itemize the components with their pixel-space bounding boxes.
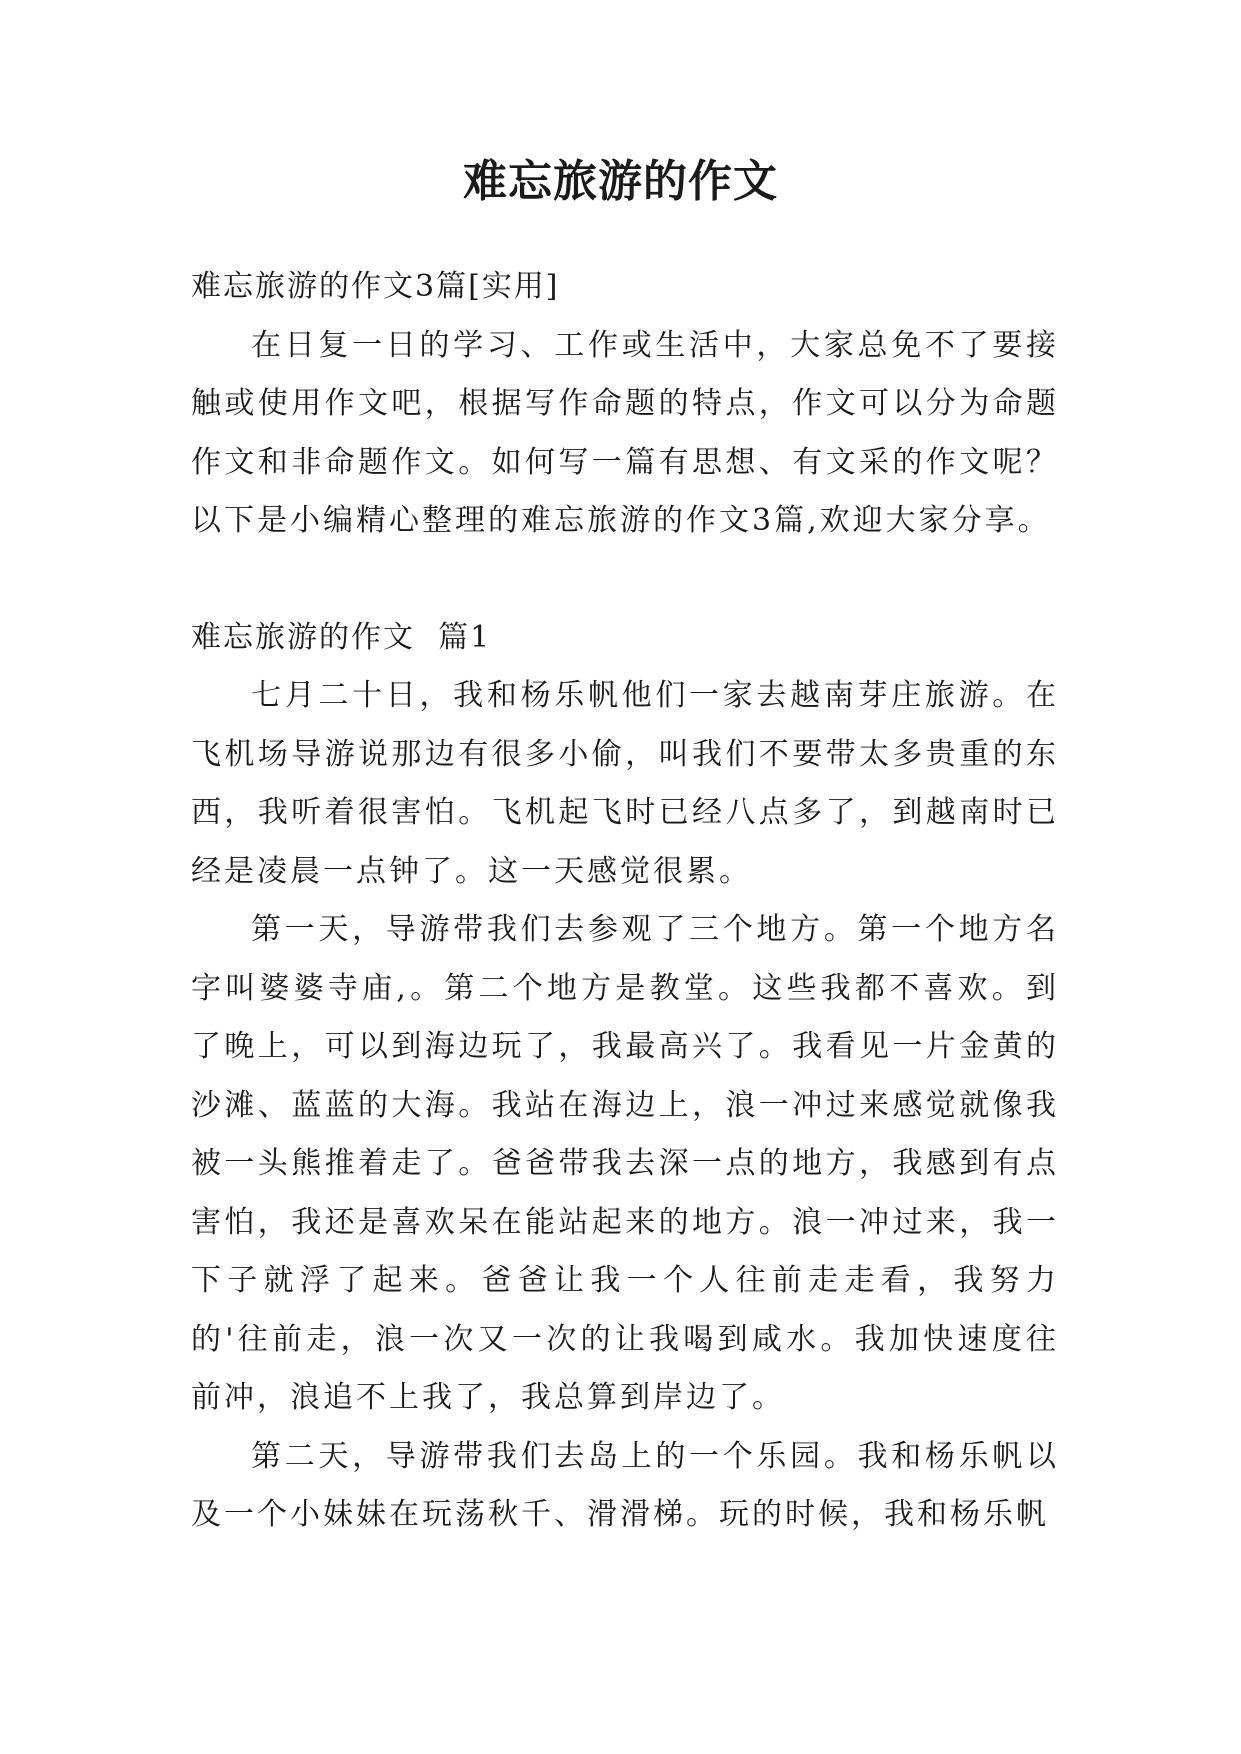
intro-heading: 难忘旅游的作文3篇[实用] bbox=[191, 269, 560, 304]
intro-paragraph: 在日复一日的学习、工作或生活中，大家总免不了要接触或使用作文吧，根据写作命题的特点，作文可以分为命题作文和非命题作文。如何写一篇有思想、有文采的作文呢？以下是小编精心整理的难忘旅游的作文3篇,欢迎大家分享。 bbox=[191, 327, 1059, 538]
section1-paragraph-1: 七月二十日，我和杨乐帆他们一家去越南芽庄旅游。在飞机场导游说那边有很多小偷，叫我们不要带太多贵重的东西，我听着很害怕。飞机起飞时已经八点多了，到越南时已经是凌晨一点钟了。这一天感觉很累。 bbox=[191, 678, 1059, 889]
document-title: 难忘旅游的作文 bbox=[463, 156, 778, 207]
section1-paragraph-2: 第一天，导游带我们去参观了三个地方。第一个地方名字叫婆婆寺庙,。第二个地方是教堂。这些我都不喜欢。到了晚上，可以到海边玩了，我最高兴了。我看见一片金黄的沙滩、蓝蓝的大海。我站在海边上，浪一冲过来感觉就像我被一头熊推着走了。爸爸带我去深一点的地方，我感到有点害怕，我还是喜欢呆在能站起来的地方。浪一冲过来，我一下子就浮了起来。爸爸让我一个人往前走走看，我努力的'往前走，浪一次又一次的让我喝到咸水。我加快速度往前冲，浪追不上我了，我总算到岸边了。 bbox=[191, 912, 1059, 1415]
section-spacer bbox=[191, 551, 1059, 609]
section1-heading: 难忘旅游的作文 篇1 bbox=[191, 619, 492, 655]
section1-paragraph-3: 第二天，导游带我们去岛上的一个乐园。我和杨乐帆以及一个小妹妹在玩荡秋千、滑滑梯。玩的时候，我和杨乐帆 bbox=[191, 1438, 1059, 1532]
document-body bbox=[191, 258, 1059, 1545]
